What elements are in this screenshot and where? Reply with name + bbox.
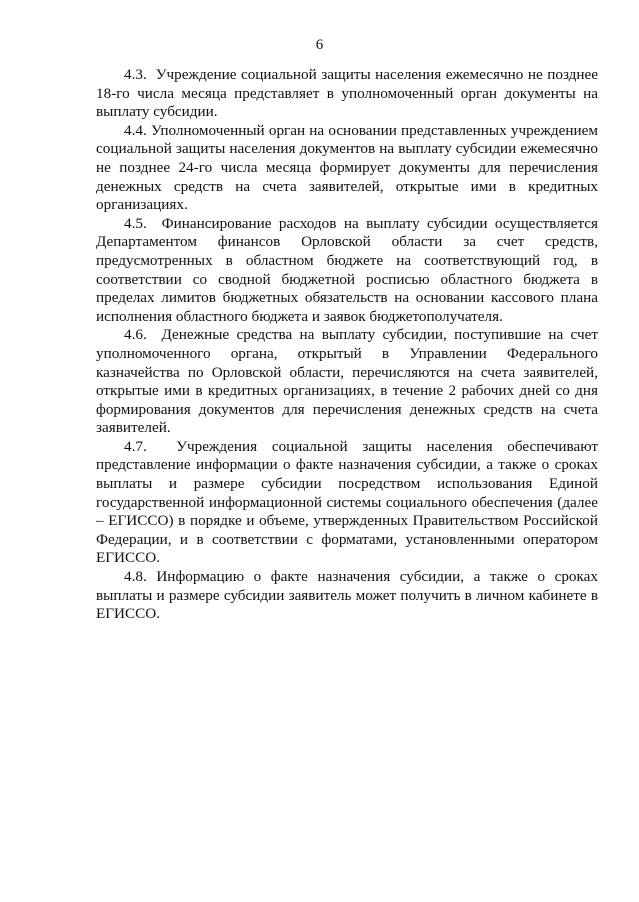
- paragraph-text: Учреждение социальной защиты населения ежемесячно не позднее 18-го числа месяца представляет в уполномоченный орган документы на выплату субсидии.: [96, 66, 599, 121]
- paragraph-text: Уполномоченный орган на основании представленных учреждением социальной защиты населения документов на выплату субсидии ежемесячно не позднее 24-го числа месяца формирует документы для перечисления денежных средств на счета заявителей, открытые ими в кредитных организациях.: [96, 121, 598, 214]
- paragraph-text: Финансирование расходов на выплату субсидии осуществляется Департаментом финансов Орловской области за счет средств, предусмотренных в областном бюджете на соответствующий год, в соответствии со сводной бюджетной росписью областного бюджета в пределах лимитов бюджетных обязательств на основании кассового плана исполнения областного бюджета и заявок бюджетополучателя.: [96, 214, 599, 325]
- paragraph-4-8: [96, 568, 598, 624]
- page-number: 6: [315, 37, 324, 53]
- paragraph-number: 4.3.: [124, 66, 147, 83]
- paragraph-text: Денежные средства на выплату субсидии, поступившие на счет уполномоченного органа, открытый в Управлении Федерального казначейства по Орловской области, перечисляются на счета заявителей, открытые ими в кредитных организациях, в течение 2 рабочих дней со дня формирования документов для перечисления денежных средств на счета заявителей.: [96, 326, 599, 437]
- document-body: [96, 66, 598, 624]
- paragraph-4-7: [96, 438, 598, 568]
- paragraph-number: 4.4.: [124, 121, 147, 139]
- paragraph-number: 4.6.: [124, 326, 147, 344]
- paragraph-4-3: [96, 66, 598, 122]
- paragraph-text: Учреждения социальной защиты населения обеспечивают представление информации о факте назначения субсидии, а также о сроках выплаты и размере субсидии посредством использования Единой государственной информационной системы социального обеспечения (далее – ЕГИССО) в порядке и объеме, утвержденных Правительством Российской Федерации, и в соответствии с форматами, установленными оператором ЕГИССО.: [96, 437, 599, 567]
- paragraph-number: 4.5.: [124, 214, 147, 232]
- paragraph-4-5: [96, 215, 598, 327]
- paragraph-4-6: [96, 326, 598, 438]
- paragraph-number: 4.7.: [124, 437, 147, 455]
- paragraph-text: Информацию о факте назначения субсидии, а также о сроках выплаты и размере субсидии заявитель может получить в личном кабинете в ЕГИССО.: [96, 568, 599, 623]
- paragraph-4-4: [96, 122, 598, 215]
- paragraph-number: 4.8.: [124, 568, 147, 586]
